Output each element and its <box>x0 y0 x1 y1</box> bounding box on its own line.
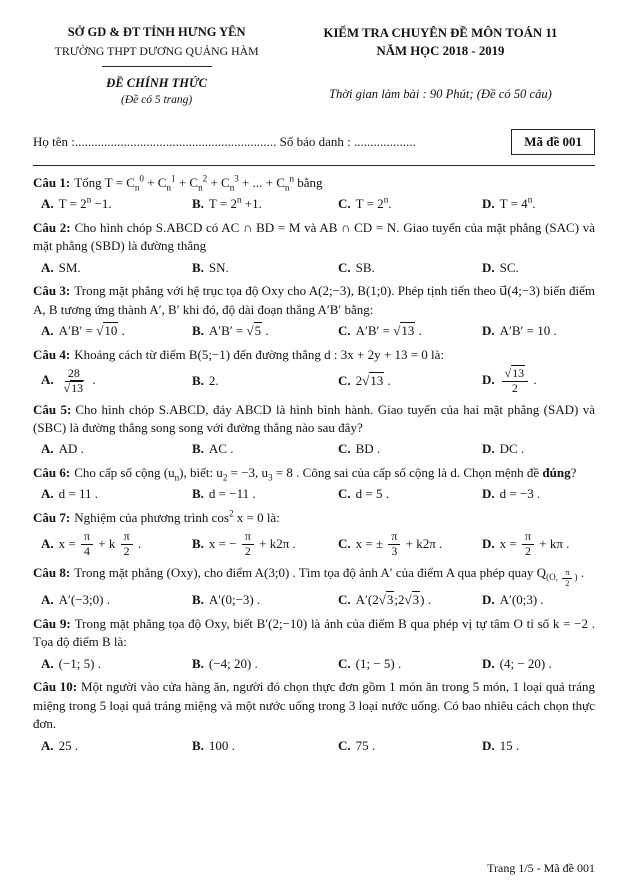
question-9-choice-b <box>192 655 334 673</box>
choice-letter-b: B. <box>192 592 204 608</box>
question-4-choice-c <box>338 372 478 390</box>
question-4-choices <box>33 367 595 395</box>
choice-letter-c: C. <box>338 196 351 212</box>
choice-text: DC . <box>499 441 525 457</box>
question-4-label: Câu 4: <box>33 346 71 362</box>
name-and-id-line: Họ tên :.............................................................. Số báo danh : ................... <box>33 133 416 149</box>
header-left <box>33 24 280 109</box>
question-2 <box>33 219 595 277</box>
question-5 <box>33 401 595 459</box>
choice-text: (4; − 20) . <box>499 655 552 671</box>
pages-note: (Đề có 5 trang) <box>121 94 193 107</box>
choice-letter-d: D. <box>482 737 495 753</box>
question-8-choice-b <box>192 591 334 609</box>
choice-letter-d: D. <box>482 535 495 551</box>
choice-letter-d: D. <box>482 655 495 671</box>
question-9-body: Trong mặt phẳng tọa độ Oxy, biết B′(2;−10) là ảnh của điểm B qua phép vị tự tâm O tỉ số k = −2 . Tọa độ điểm B là: <box>33 615 595 650</box>
question-1-choices <box>33 195 595 213</box>
question-8-choices <box>33 591 595 609</box>
question-5-choice-a <box>41 440 188 458</box>
choice-text: d = −3 . <box>499 486 541 502</box>
choice-text: AC . <box>208 441 234 457</box>
choice-letter-a: A. <box>41 196 54 212</box>
question-2-text <box>33 219 595 256</box>
question-3-choice-a <box>41 322 188 340</box>
question-1-choice-b <box>192 195 334 213</box>
choice-text: SC. <box>499 259 519 275</box>
department-name: SỞ GD & ĐT TỈNH HƯNG YÊN <box>67 25 246 39</box>
choice-letter-b: B. <box>192 259 204 275</box>
choice-text: 75 . <box>355 737 376 753</box>
choice-text: x = − $\frac{\pi}{2}$ + k2π . <box>208 529 296 559</box>
choice-text: SN. <box>208 259 229 275</box>
school-year: NĂM HỌC 2018 - 2019 <box>376 44 505 59</box>
choice-text: $T = 2^n$. <box>355 195 392 212</box>
exam-title: KIỂM TRA CHUYÊN ĐỀ MÔN TOÁN 11 <box>323 26 558 40</box>
question-5-choice-b <box>192 440 334 458</box>
question-8-choice-d <box>482 591 595 609</box>
question-1-body: Tổng $T = C_n^0 + C_n^1 + C_n^2 + C_n^3$ + ... + $C_n^n$ bằng <box>74 173 323 193</box>
question-9-choice-c <box>338 655 478 673</box>
question-6-choice-b <box>192 485 334 503</box>
question-9-choice-d <box>482 655 595 673</box>
choice-letter-a: A. <box>41 486 54 502</box>
question-5-body: Cho hình chóp S.ABCD, đáy ABCD là hình bình hành. Giao tuyến của hai mặt phẳng (SAD) và (SBC) là đường thẳng song song với đường thẳng nào sau đây? <box>33 401 595 436</box>
question-3-label: Câu 3: <box>33 283 71 299</box>
choice-letter-a: A. <box>41 535 54 551</box>
question-2-choice-d <box>482 259 595 277</box>
choice-text: (−4; 20) . <box>208 655 258 671</box>
choice-letter-a: A. <box>41 323 54 339</box>
question-7-text <box>33 509 595 527</box>
question-3-choices <box>33 322 595 340</box>
choice-text: d = 11 . <box>58 486 98 502</box>
question-7-choice-d <box>482 530 595 558</box>
question-10-label: Câu 10: <box>33 679 78 695</box>
question-4-body: Khoảng cách từ điểm B(5;−1) đến đường thẳng d : 3x + 2y + 13 = 0 là: <box>74 346 445 362</box>
question-1 <box>33 174 595 214</box>
choice-letter-c: C. <box>338 441 351 457</box>
exam-header <box>33 24 595 109</box>
question-9-choices <box>33 655 595 673</box>
choice-letter-a: A. <box>41 592 54 608</box>
question-4-choice-a <box>41 367 188 395</box>
choice-letter-a: A. <box>41 655 54 671</box>
choice-letter-b: B. <box>192 486 204 502</box>
choice-text: x = ± $\frac{\pi}{3}$ + k2π . <box>355 529 443 559</box>
question-5-choice-c <box>338 440 478 458</box>
question-10 <box>33 678 595 755</box>
header-right <box>286 24 595 104</box>
duration-note: Thời gian làm bài : 90 Phút; (Đề có 50 câu) <box>329 87 552 102</box>
question-4-choice-d <box>482 367 595 395</box>
question-1-text <box>33 174 595 192</box>
question-8-choice-a <box>41 591 188 609</box>
question-3 <box>33 282 595 340</box>
choice-letter-c: C. <box>338 323 351 339</box>
exam-code-box: Mã đề 001 <box>511 129 595 155</box>
question-1-choice-a <box>41 195 188 213</box>
question-2-choices <box>33 259 595 277</box>
question-9-choice-a <box>41 655 188 673</box>
school-name: TRƯỜNG THPT DƯƠNG QUẢNG HÀM <box>54 43 259 58</box>
question-8-text <box>33 564 595 589</box>
choice-letter-a: A. <box>41 259 54 275</box>
choice-letter-d: D. <box>482 372 495 388</box>
choice-letter-c: C. <box>338 592 351 608</box>
choice-text: $T = 2^n -1$. <box>58 195 112 212</box>
choice-letter-c: C. <box>338 486 351 502</box>
question-8-body: Trong mặt phẳng (Oxy), cho điểm A(3;0) . Tìm tọa độ ảnh A′ của điểm A qua phép quay $Q_{(O, \frac{\pi}{2} )}$ . <box>74 564 584 588</box>
question-6-choices <box>33 485 595 503</box>
choice-text: A′(0;3) . <box>499 592 544 608</box>
question-7-choices <box>33 530 595 558</box>
question-3-body: Trong mặt phẳng với hệ trục tọa độ Oxy cho A(2;−3), B(1;0). Phép tịnh tiến theo u⃗(4;−3) biến điểm A, B tương ứng thành A′, B′ khi đó, độ dài đoạn thẳng A′B′ bằng: <box>33 283 595 317</box>
choice-letter-d: D. <box>482 323 495 339</box>
choice-letter-c: C. <box>338 655 351 671</box>
question-4 <box>33 346 595 396</box>
question-9-label: Câu 9: <box>33 615 71 631</box>
choice-text: A′B′ = √13 . <box>355 323 422 339</box>
choice-letter-a: A. <box>41 737 54 753</box>
choice-text: $\frac{√13}{2}$ . <box>500 372 537 387</box>
question-1-choice-d <box>482 195 595 213</box>
choice-letter-d: D. <box>482 592 495 608</box>
choice-text: 2√13 . <box>355 373 391 389</box>
choice-text: $T = 2^n +1$. <box>208 195 262 212</box>
page-footer: Trang 1/5 - Mã đề 001 <box>487 860 595 875</box>
choice-letter-d: D. <box>482 196 495 212</box>
choice-text: (1; − 5) . <box>355 655 402 671</box>
question-2-body: Cho hình chóp S.ABCD có AC ∩ BD = M và AB ∩ CD = N. Giao tuyến của mặt phẳng (SAC) và mặt phẳng (SBD) là đường thẳng <box>33 219 595 254</box>
choice-letter-c: C. <box>338 737 351 753</box>
choice-text: A′(2√3;2√3) . <box>355 592 431 608</box>
question-1-label: Câu 1: <box>33 175 71 191</box>
question-10-choice-a <box>41 737 188 755</box>
header-rule <box>102 66 212 67</box>
question-8 <box>33 564 595 610</box>
choice-letter-a: A. <box>41 372 54 388</box>
choice-text: x = $\frac{\pi}{2}$ + kπ . <box>499 529 570 559</box>
question-6-text <box>33 464 595 482</box>
choice-letter-b: B. <box>192 323 204 339</box>
question-4-text <box>33 346 595 364</box>
choice-text: A′B′ = √10 . <box>58 323 125 339</box>
question-6 <box>33 464 595 504</box>
choice-text: SB. <box>355 259 375 275</box>
choice-text: 15 . <box>499 737 520 753</box>
question-5-choices <box>33 440 595 458</box>
choice-text: A′B′ = 10 . <box>499 323 557 339</box>
choice-text: A′(−3;0) . <box>58 592 110 608</box>
choice-text: 100 . <box>208 737 235 753</box>
choice-letter-b: B. <box>192 737 204 753</box>
choice-text: A′(0;−3) . <box>208 592 261 608</box>
question-7-choice-c <box>338 530 478 558</box>
choice-text: BD . <box>355 441 381 457</box>
question-2-label: Câu 2: <box>33 219 71 235</box>
choice-text: $T = 4^n$. <box>499 195 536 212</box>
choice-letter-d: D. <box>482 441 495 457</box>
official-label: ĐỀ CHÍNH THỨC <box>106 75 207 90</box>
choice-letter-a: A. <box>41 441 54 457</box>
question-5-label: Câu 5: <box>33 401 72 417</box>
choice-letter-b: B. <box>192 535 204 551</box>
question-10-choices <box>33 737 595 755</box>
question-9 <box>33 615 595 673</box>
choice-letter-c: C. <box>338 535 351 551</box>
question-10-choice-b <box>192 737 334 755</box>
choice-letter-c: C. <box>338 373 351 389</box>
choice-text: SM. <box>58 259 81 275</box>
question-7 <box>33 509 595 559</box>
question-7-choice-a <box>41 530 188 558</box>
choice-text: A′B′ = √5 . <box>208 323 269 339</box>
question-10-body: Một người vào cửa hàng ăn, người đó chọn thực đơn gồm 1 món ăn trong 5 món, 1 loại quả tráng miệng trong 5 loại quả tráng miệng và một nước uống trong 3 loại nước uống. Có bao nhiêu cách chọn thực đơn. <box>33 679 595 732</box>
question-7-choice-b <box>192 530 334 558</box>
question-7-label: Câu 7: <box>33 509 71 525</box>
question-5-text <box>33 401 595 438</box>
question-2-choice-b <box>192 259 334 277</box>
header-divider <box>33 165 595 166</box>
question-10-choice-c <box>338 737 478 755</box>
choice-text: d = −11 . <box>208 486 256 502</box>
choice-letter-b: B. <box>192 441 204 457</box>
question-10-choice-d <box>482 737 595 755</box>
question-3-choice-d <box>482 322 595 340</box>
choice-text: $\frac{28}{√13}$ . <box>63 366 96 395</box>
question-5-choice-d <box>482 440 595 458</box>
choice-text: 25 . <box>58 737 79 753</box>
question-8-choice-c <box>338 591 478 609</box>
question-8-label: Câu 8: <box>33 564 71 580</box>
question-3-choice-b <box>192 322 334 340</box>
question-2-choice-c <box>338 259 478 277</box>
choice-letter-b: B. <box>192 655 204 671</box>
choice-text: AD . <box>58 441 84 457</box>
choice-letter-c: C. <box>338 259 351 275</box>
question-6-choice-c <box>338 485 478 503</box>
choice-letter-d: D. <box>482 486 495 502</box>
choice-letter-d: D. <box>482 259 495 275</box>
choice-text: 2. <box>208 373 219 389</box>
choice-letter-b: B. <box>192 196 204 212</box>
question-9-text <box>33 615 595 652</box>
question-6-label: Câu 6: <box>33 464 71 480</box>
question-6-choice-a <box>41 485 188 503</box>
question-6-choice-d <box>482 485 595 503</box>
question-1-choice-c <box>338 195 478 213</box>
question-3-text <box>33 282 595 319</box>
question-10-text <box>33 678 595 733</box>
choice-text: (−1; 5) . <box>58 655 101 671</box>
question-7-body: Nghiệm của phương trình $\cos^2 x = 0$ là: <box>74 508 280 525</box>
question-6-body: Cho cấp số cộng $(u_n)$, biết: $u_2 = -3$, $u_3 = 8$ . Công sai của cấp số cộng là d. Chọn mệnh đề đúng? <box>74 464 577 483</box>
question-4-choice-b <box>192 372 334 390</box>
choice-text: d = 5 . <box>355 486 389 502</box>
question-2-choice-a <box>41 259 188 277</box>
choice-letter-b: B. <box>192 373 204 389</box>
name-row <box>33 129 595 155</box>
choice-text: x = $\frac{\pi}{4}$ + k $\frac{\pi}{2}$ . <box>58 529 142 559</box>
question-3-choice-c <box>338 322 478 340</box>
